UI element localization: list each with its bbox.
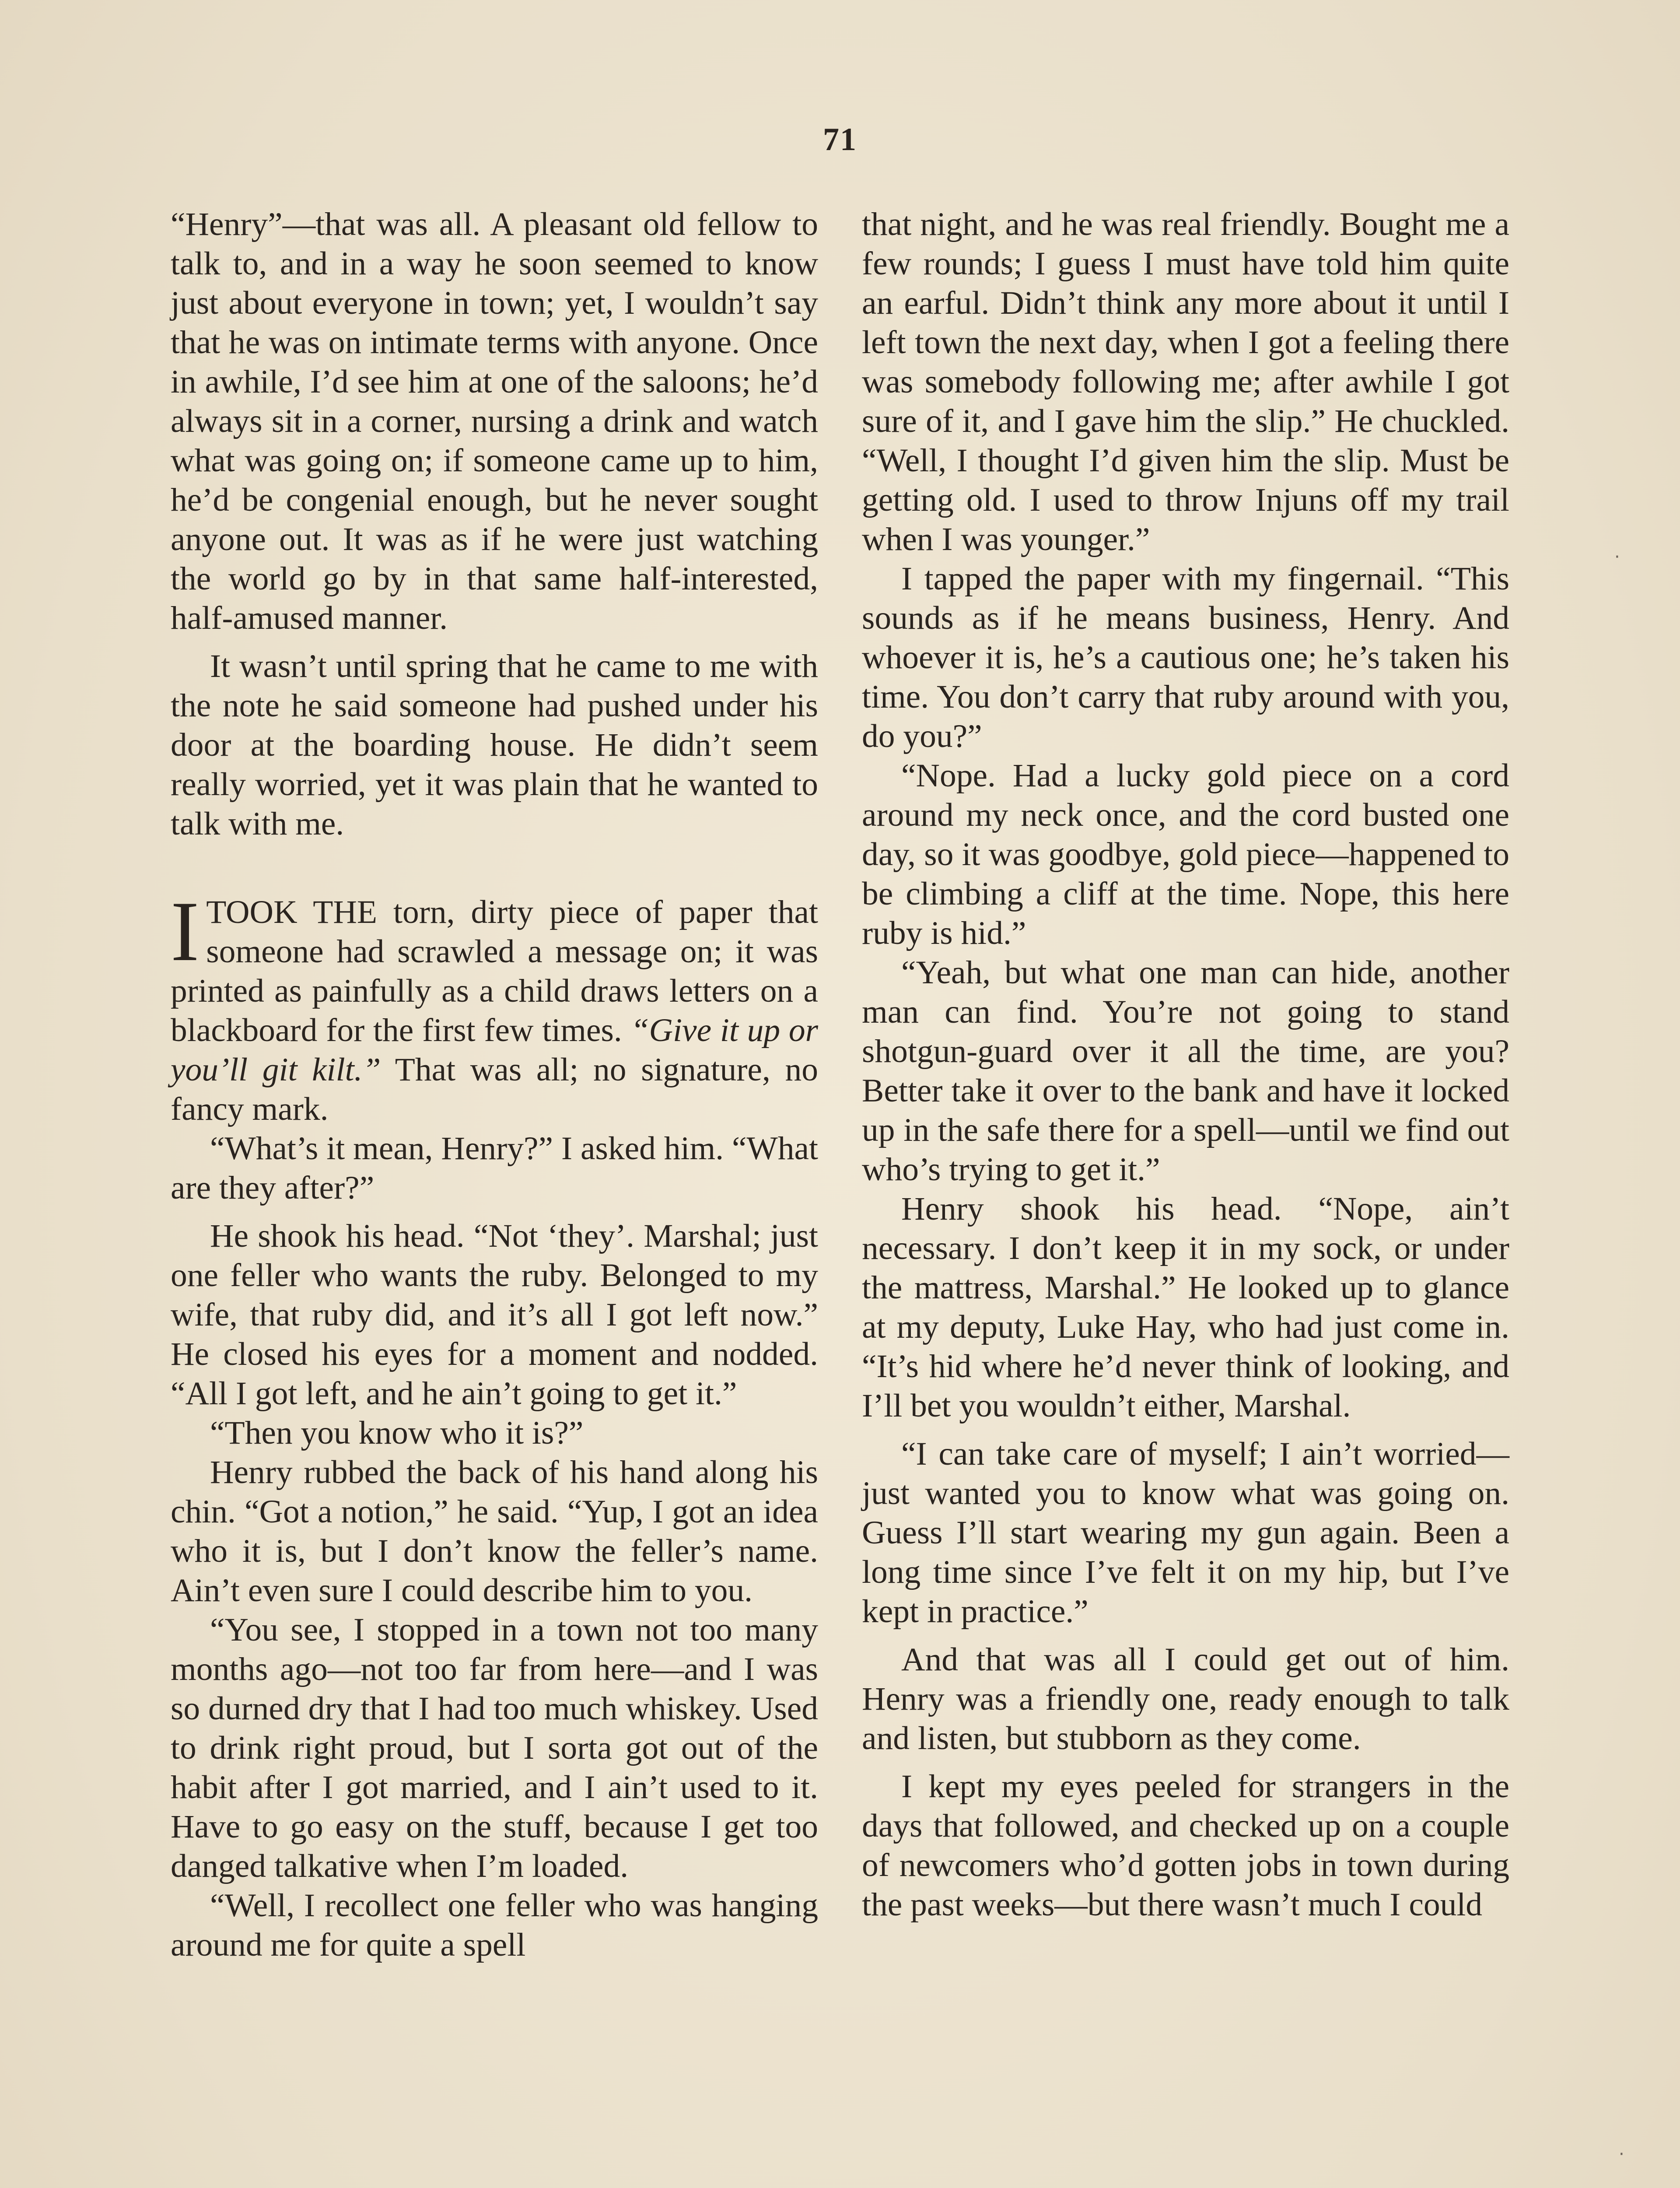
paragraph: “Then you know who it is?”: [210, 1415, 584, 1451]
paragraph: “Nope. Had a lucky gold piece on a cord around my neck once, and the cord busted one day, so it was goodbye, gold piece—happened to be climbing a cliff at the time. Nope, this here ruby is hid.”: [862, 757, 1509, 951]
paragraph: that night, and he was real friendly. Bought me a few rounds; I guess I must have told him quite an earful. Didn’t think any more about it until I left town the next day, when I got a feeling there was somebody following me; after awhile I got sure of it, and I gave him the slip.” He chuckled. “Well, I thought I’d given him the slip. Must be getting old. I used to throw Injuns off my trail when I was younger.”: [862, 206, 1509, 558]
paragraph: “What’s it mean, Henry?” I asked him. “What are they after?”: [171, 1130, 818, 1206]
quoted-note: “Give it up or you’ll git kilt.”: [171, 1012, 818, 1088]
paragraph: “I can take care of myself; I ain’t worried—just wanted you to know what was going on. Guess I’ll start wearing my gun again. Been a long time since I’ve felt it on my hip, but I’ve kept in practice.”: [862, 1436, 1509, 1630]
paragraph: And that was all I could get out of him. Henry was a friendly one, ready enough to talk and listen, but stubborn as they come.: [862, 1641, 1509, 1757]
paragraph: I kept my eyes peeled for strangers in the days that followed, and checked up on a couple of newcomers who’d gotten jobs in town during the past weeks—but there wasn’t much I could: [862, 1768, 1509, 1923]
paragraph-text: TOOK THE torn, dirty piece of paper that someone had scrawled a message on; it was printed as painfully as a child draws letters on a blackboard for the first few times.: [171, 894, 818, 1048]
paper-speck: ·: [1619, 2144, 1624, 2164]
paragraph-drop-cap: [171, 884, 818, 1129]
paper-speck: ·: [1614, 547, 1620, 567]
paragraph: He shook his head. “Not ‘they’. Marshal; just one feller who wants the ruby. Belonged to my wife, that ruby did, and it’s all I got left now.” He closed his eyes for a moment and nodded. “All I got left, and he ain’t going to get it.”: [171, 1218, 818, 1412]
right-column: [862, 205, 1509, 1925]
paragraph: Henry rubbed the back of his hand along his chin. “Got a notion,” he said. “Yup, I got an idea who it is, but I don’t know the feller’s name. Ain’t even sure I could describe him to you.: [171, 1454, 818, 1609]
paragraph: “You see, I stopped in a town not too many months ago—not too far from here—and I was so durned dry that I had too much whiskey. Used to drink right proud, but I sorta got out of the habit after I got married, and I ain’t used to it. Have to go easy on the stuff, because I get too danged talkative when I’m loaded.: [171, 1612, 818, 1884]
drop-cap: I: [171, 884, 200, 979]
paragraph: “Yeah, but what one man can hide, another man can find. You’re not going to stand shotgun-guard over it all the time, are you? Better take it over to the bank and have it locked up in the safe there for a spell—until we find out who’s trying to get it.”: [862, 954, 1509, 1188]
paragraph: Henry shook his head. “Nope, ain’t necessary. I don’t keep it in my sock, or under the mattress, Marshal.” He looked up to glance at my deputy, Luke Hay, who had just come in. “It’s hid where he’d never think of looking, and I’ll bet you wouldn’t either, Marshal.: [862, 1191, 1509, 1424]
paragraph: I tapped the paper with my fingernail. “This sounds as if he means business, Henry. And whoever it is, he’s a cautious one; he’s taken his time. You don’t carry that ruby around with you, do you?”: [862, 561, 1509, 754]
paragraph: It wasn’t until spring that he came to me with the note he said someone had pushed under his door at the boarding house. He didn’t seem really worried, yet it was plain that he wanted to talk with me.: [171, 648, 818, 842]
left-column: [171, 205, 818, 1965]
paragraph-text: That was all; no signature, no fancy mark.: [171, 1052, 818, 1127]
page-number: 71: [823, 122, 857, 158]
paragraph: “Henry”—that was all. A pleasant old fellow to talk to, and in a way he soon seemed to know just about everyone in town; yet, I wouldn’t say that he was on intimate terms with anyone. Once in awhile, I’d see him at one of the saloons; he’d always sit in a corner, nursing a drink and watch what was going on; if someone came up to him, he’d be congenial enough, but he never sought anyone out. It was as if he were just watching the world go by in that same half-interested, half-amused manner.: [171, 206, 818, 636]
paragraph: “Well, I recollect one feller who was hanging around me for quite a spell: [171, 1887, 818, 1963]
